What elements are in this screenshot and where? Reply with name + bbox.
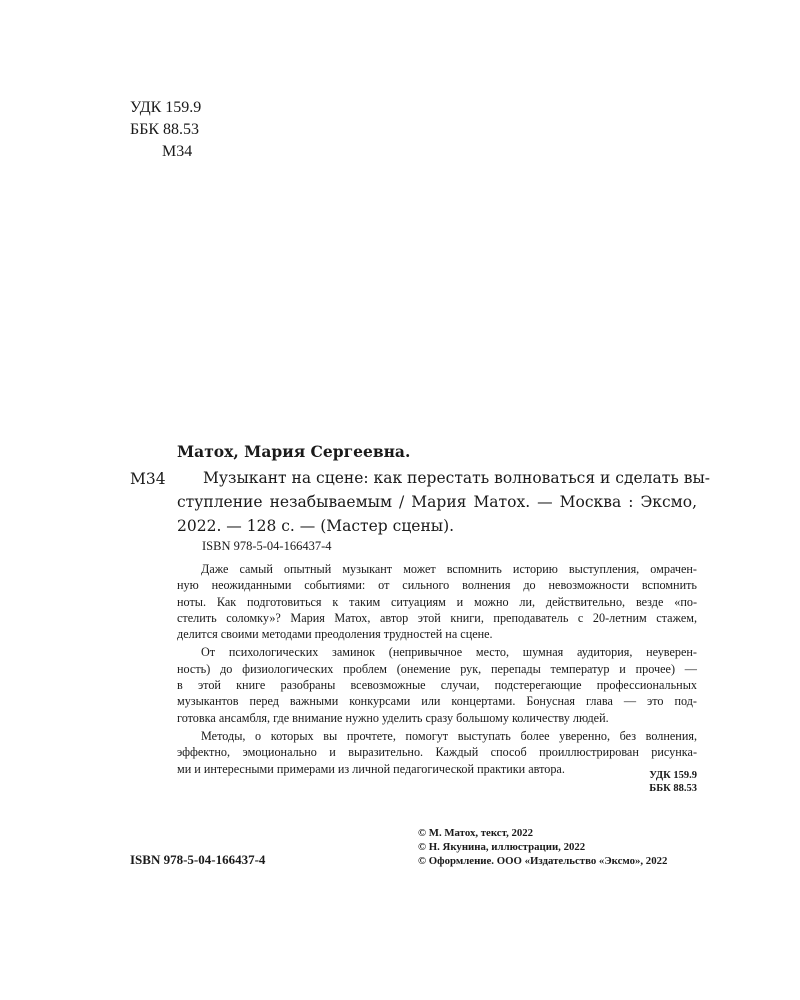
footer-isbn: ISBN 978-5-04-166437-4 (130, 852, 266, 867)
annotation-line: Методы, о которых вы прочтете, помогут выступать более уверенно, без волнения, (201, 728, 697, 743)
copyright-line: © Н. Якунина, иллюстрации, 2022 (418, 841, 586, 853)
annotation-line: готовка ансамбля, где внимание нужно уделить сразу большому количеству людей. (177, 710, 609, 725)
annotation-line: ми и интересными примерами из личной педагогической практики автора. (177, 761, 565, 776)
annotation-line: стелить соломку»? Мария Матох, автор этой книги, преподаватель с 20-летним стажем, (177, 610, 697, 625)
annotation-line: ность) до физиологических проблем (онемение рук, перепады температур и прочее) — (177, 661, 697, 676)
annotation-paragraph (177, 561, 697, 642)
entry-author-code: М34 (130, 470, 166, 488)
copyright-line: © М. Матох, текст, 2022 (418, 827, 534, 839)
annotation-line: ноты. Как подготовиться к таким ситуациям и можно ли, действительно, везде «по- (177, 594, 697, 609)
annotation-line: Даже самый опытный музыкант может вспомнить историю выступления, омрачен- (201, 562, 697, 576)
author-code: М34 (162, 143, 193, 160)
annotation-classification (649, 769, 697, 795)
copyright-line: © Оформление. ООО «Издательство «Эксмо», 2022 (418, 855, 668, 867)
annotation (177, 561, 697, 777)
annotation-udk: УДК 159.9 (649, 770, 697, 781)
annotation-line: музыкантов перед важными конкурсами или концертами. Бонусная глава — это под- (177, 694, 697, 709)
annotation-line: От психологических заминок (непривычное место, шумная аудитория, неуверен- (201, 645, 697, 660)
udk-code: УДК 159.9 (130, 99, 202, 116)
annotation-line: в этой книге разобраны всевозможные случаи, подстерегающие профессиональных (177, 678, 697, 693)
entry-line: ступление незабываемым / Мария Матох. — Москва : Эксмо, (177, 493, 697, 511)
annotation-bbk: ББК 88.53 (649, 783, 697, 794)
entry-isbn: ISBN 978-5-04-166437-4 (202, 539, 332, 553)
annotation-line: эффектно, эмоционально и выразительно. Каждый способ проиллюстрирован рисунка- (177, 745, 697, 760)
annotation-line: делится своими методами преодоления трудностей на сцене. (177, 627, 493, 642)
entry-line: 2022. — 128 с. — (Мастер сцены). (177, 517, 455, 535)
copyright-block (418, 826, 667, 868)
annotation-paragraph (177, 728, 697, 777)
entry-line: Музыкант на сцене: как перестать волноваться и сделать вы- (203, 469, 711, 487)
bbk-code: ББК 88.53 (130, 121, 200, 138)
annotation-paragraph (177, 644, 697, 725)
bibliographic-entry (177, 466, 711, 538)
classification-codes (130, 97, 201, 163)
annotation-line: ную неожиданными событиями: от сильного волнения до невозможности вспомнить (177, 578, 697, 593)
author-heading: Матох, Мария Сергеевна. (177, 442, 411, 461)
